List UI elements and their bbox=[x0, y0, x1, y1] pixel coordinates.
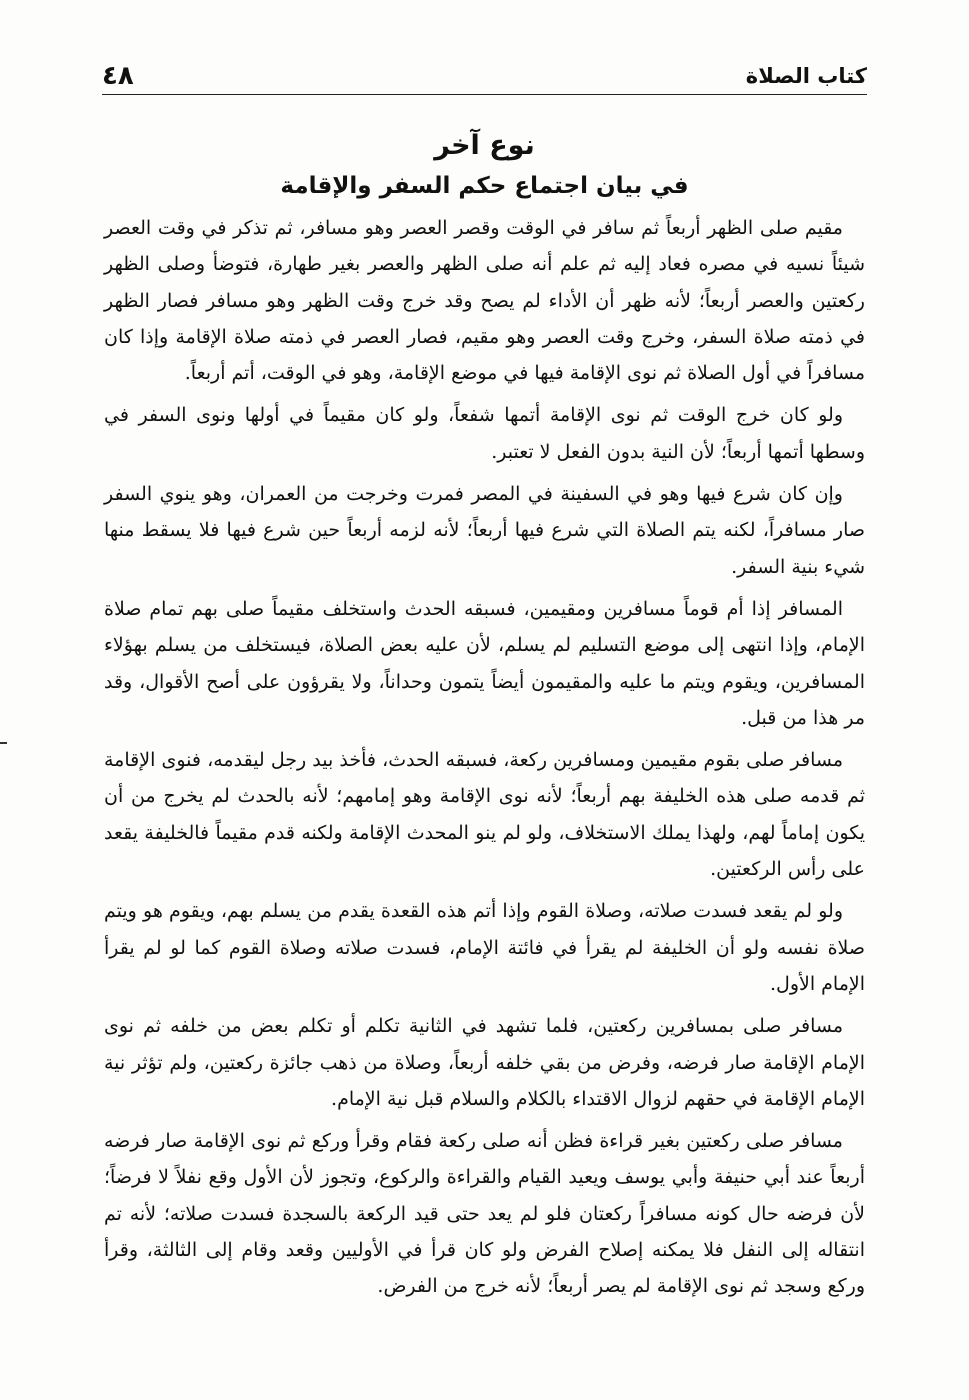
paragraph: ولو لم يقعد فسدت صلاته، وصلاة القوم وإذا أتم هذه القعدة يقدم من يسلم بهم، ويقوم هو ويتم صلاة نفسه ولو أن الخليفة لم يقرأ في فائتة الإمام، فسدت صلاته وصلاة القوم كما لو لم يقرأ الإمام الأول. bbox=[104, 900, 865, 995]
body-text bbox=[104, 210, 865, 1311]
book-title: كتاب الصلاة bbox=[745, 64, 867, 88]
paragraph: مسافر صلى بقوم مقيمين ومسافرين ركعة، فسبقه الحدث، فأخذ بيد رجل ليقدمه، فنوى الإقامة ثم قدمه صلى هذه الخليفة بهم أربعاً؛ لأنه نوى الإقامة وهو إمامهم؛ لأنه بالحدث لم يخرج من أن يكون إماماً لهم، ولهذا يملك الاستخلاف، ولو لم ينو المحدث الإقامة ولكنه قدم مقيماً فالخليفة يقعد على رأس الركعتين. bbox=[104, 749, 865, 881]
paragraph: وإن كان شرع فيها وهو في السفينة في المصر فمرت وخرجت من العمران، وهو ينوي السفر صار مسافراً، لكنه يتم الصلاة التي شرع فيها أربعاً؛ لأنه لزمه أربعاً حين شرع فيها فلا يسقط منها شيء بنية السفر. bbox=[104, 483, 865, 578]
running-header bbox=[102, 58, 867, 95]
paragraph: مسافر صلى ركعتين بغير قراءة فظن أنه صلى ركعة فقام وقرأ وركع ثم نوى الإقامة صار فرضه أربعاً عند أبي حنيفة وأبي يوسف ويعيد القيام والقراءة والركوع، وتجوز لأن الأول وقع نفلاً لا فرضاً؛ لأن فرضه حال كونه مسافراً ركعتان فلو لم يعد حتى قيد الركعة بالسجدة فسدت صلاته؛ لأنه تم انتقاله إلى النفل فلا يمكنه إصلاح الفرض ولو كان قرأ في الأوليين وقعد وقام إلى الثالثة، وقرأ وركع وسجد ثم نوى الإقامة لم يصر أربعاً؛ لأنه خرج من الفرض. bbox=[104, 1130, 865, 1298]
paragraph: المسافر إذا أم قوماً مسافرين ومقيمين، فسبقه الحدث واستخلف مقيماً صلى بهم تمام صلاة الإمام، وإذا انتهى إلى موضع التسليم لم يسلم، لأن عليه بعض الصلاة، فيستخلف من يسلم بهؤلاء المسافرين، ويقوم ويتم ما عليه والمقيمون أيضاً يتمون وحداناً، ولا يقرؤون على أصح الأقوال، وقد مر هذا من قبل. bbox=[104, 597, 865, 729]
section-headings bbox=[102, 128, 867, 204]
section-heading: نوع آخر bbox=[434, 130, 535, 161]
page-number: ٤٨ bbox=[102, 61, 134, 91]
scan-edge-mark bbox=[0, 742, 7, 744]
paragraph: ولو كان خرج الوقت ثم نوى الإقامة أتمها شفعاً، ولو كان مقيماً في أولها ونوى السفر في وسطها أتمها أربعاً؛ لأن النية بدون الفعل لا تعتبر. bbox=[104, 404, 865, 463]
paragraph: مسافر صلى بمسافرين ركعتين، فلما تشهد في الثانية تكلم أو تكلم بعض من خلفه ثم نوى الإمام الإقامة صار فرضه، وفرض من بقي خلفه أربعاً، وصلاة من ذهب جائزة ركعتين، ولم تؤثر نية الإمام الإقامة في حقهم لزوال الاقتداء بالكلام والسلام قبل نية الإمام. bbox=[104, 1015, 865, 1110]
paragraph: مقيم صلى الظهر أربعاً ثم سافر في الوقت وقصر العصر وهو مسافر، ثم تذكر في وقت العصر شيئاً نسيه في مصره فعاد إليه ثم علم أنه صلى الظهر والعصر بغير طهارة، فتوضأ وصلى الظهر ركعتين والعصر أربعاً؛ لأنه ظهر أن الأداء لم يصح وقد خرج وقت الظهر وهو مسافر فصار الظهر في ذمته صلاة السفر، وخرج وقت العصر وهو مقيم، فصار العصر في ذمته صلاة الإقامة وإذا كان مسافراً في أول الصلاة ثم نوى الإقامة فيها في موضع الإقامة، وهو في الوقت، أتم أربعاً. bbox=[104, 217, 865, 385]
section-subheading: في بيان اجتماع حكم السفر والإقامة bbox=[280, 173, 689, 199]
